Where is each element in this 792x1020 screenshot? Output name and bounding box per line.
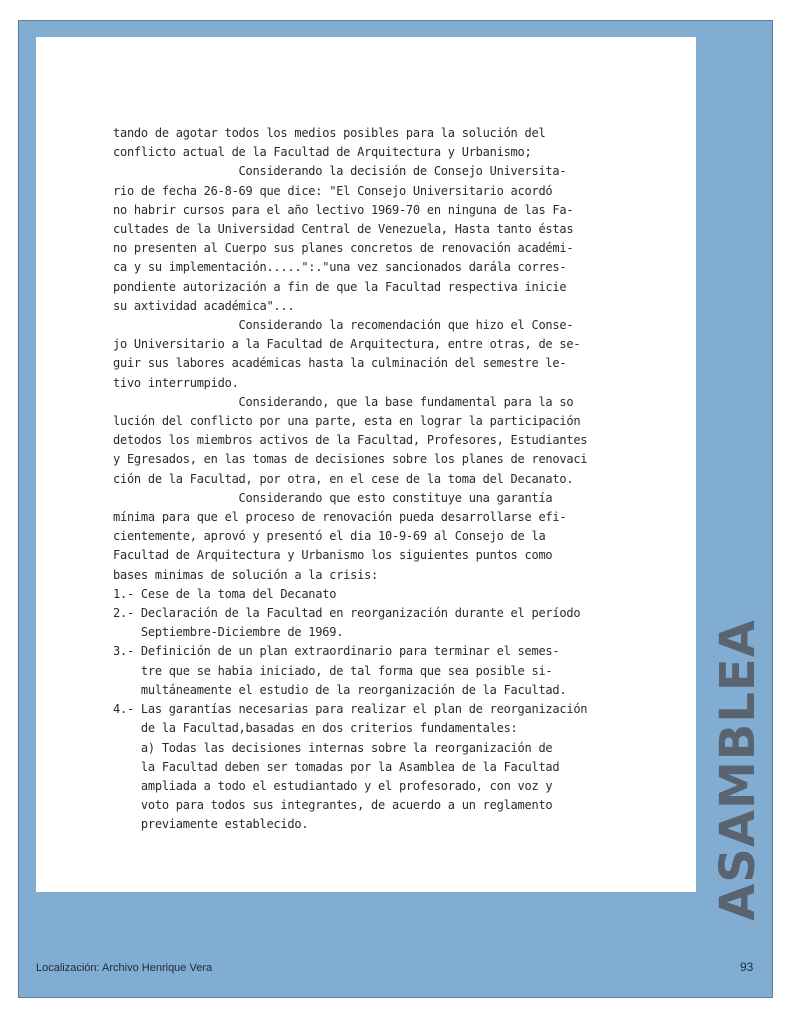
document-line: su axtividad académica"... [113, 298, 295, 313]
document-line: Facultad de Arquitectura y Urbanismo los siguientes puntos como [113, 548, 553, 563]
document-line: rio de fecha 26-8-69 que dice: "El Consejo Universitario acordó [113, 183, 553, 198]
document-line: lución del conflicto por una parte, esta en lograr la participación [113, 414, 581, 429]
document-line: Septiembre-Diciembre de 1969. [113, 625, 344, 640]
document-line: tre que se habia iniciado, de tal forma que sea posible si- [113, 663, 553, 678]
document-line: ampliada a todo el estudiantado y el profesorado, con voz y [113, 778, 553, 793]
document-line: cultades de la Universidad Central de Venezuela, Hasta tanto éstas [113, 222, 574, 237]
document-line: previamente establecido. [113, 817, 309, 832]
document-line: pondiente autorización a fin de que la Facultad respectiva inicie [113, 279, 567, 294]
document-line: tivo interrumpido. [113, 375, 239, 390]
document-line: Considerando la decisión de Consejo Universita- [113, 164, 567, 179]
document-line: no presenten al Cuerpo sus planes concretos de renovación académi- [113, 241, 574, 256]
document-line: bases minimas de solución a la crisis: [113, 567, 379, 582]
document-line: guir sus labores académicas hasta la culminación del semestre le- [113, 356, 567, 371]
document-line: voto para todos sus integrantes, de acuerdo a un reglamento [113, 798, 553, 813]
document-line: la Facultad deben ser tomadas por la Asamblea de la Facultad [113, 759, 560, 774]
side-title: ASAMBLEA [710, 619, 766, 921]
document-line: tando de agotar todos los medios posibles para la solución del [113, 126, 546, 140]
document-line: 4.- Las garantías necesarias para realizar el plan de reorganización [113, 702, 588, 717]
document-line: detodos los miembros activos de la Facultad, Profesores, Estudiantes [113, 433, 588, 448]
footer-location: Localización: Archivo Henrique Vera [36, 962, 213, 974]
document-line: conflicto actual de la Facultad de Arquitectura y Urbanismo; [113, 145, 532, 160]
document-line: cientemente, aprovó y presentó el dia 10-9-69 al Consejo de la [113, 529, 546, 544]
document-line: Considerando, que la base fundamental para la so [113, 394, 574, 409]
document-line: Considerando la recomendación que hizo el Conse- [113, 318, 574, 333]
page-number: 93 [740, 960, 754, 974]
typewritten-text [113, 124, 653, 835]
document-line: multáneamente el estudio de la reorganización de la Facultad. [113, 682, 567, 697]
document-line: no habrir cursos para el año lectivo 1969-70 en ninguna de las Fa- [113, 202, 574, 217]
document-line: 1.- Cese de la toma del Decanato [113, 586, 337, 601]
document-line: de la Facultad,basadas en dos criterios fundamentales: [113, 721, 518, 736]
document-line: 2.- Declaración de la Facultad en reorganización durante el período [113, 606, 581, 621]
document-line: a) Todas las decisiones internas sobre la reorganización de [113, 740, 553, 755]
document-line: 3.- Definición de un plan extraordinario para terminar el semes- [113, 644, 560, 659]
document-line: mínima para que el proceso de renovación pueda desarrollarse efi- [113, 510, 567, 525]
document-line: jo Universitario a la Facultad de Arquitectura, entre otras, de se- [113, 337, 581, 352]
document-line: Considerando que esto constituye una garantía [113, 490, 553, 505]
document-line: y Egresados, en las tomas de decisiones sobre los planes de renovaci [113, 452, 588, 467]
document-line: ca y su implementación.....":."una vez sancionados darála corres- [113, 260, 567, 275]
document-line: ción de la Facultad, por otra, en el cese de la toma del Decanato. [113, 471, 574, 486]
